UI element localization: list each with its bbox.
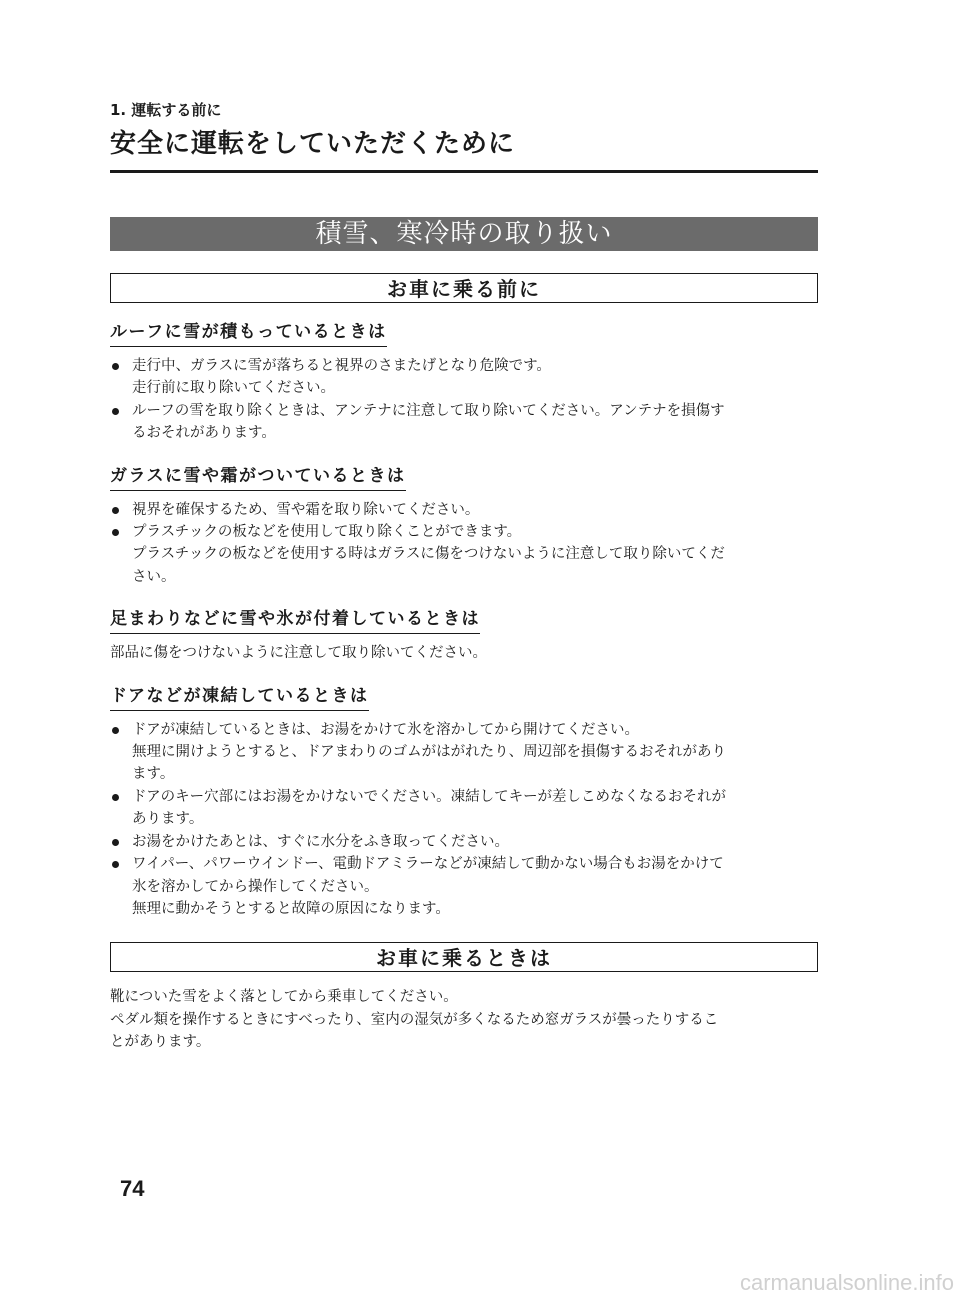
roof-section xyxy=(110,321,818,445)
heading-when-boarding: お車に乗るときは xyxy=(110,942,818,972)
bullet-line: ます。 xyxy=(132,766,175,783)
topic-banner: 積雪、寒冷時の取り扱い xyxy=(110,217,818,251)
section-title: 安全に運転をしていただくために xyxy=(110,126,818,173)
bullet-line: プラスチックの板などを使用して取り除くことができます。 xyxy=(132,524,522,541)
subhead-door: ドアなどが凍結しているときは xyxy=(110,685,369,711)
chapter-label: 1. 運転する前に xyxy=(110,101,222,119)
bullet-icon xyxy=(112,794,119,801)
glass-bullets xyxy=(110,499,818,589)
bullet-line: 無理に開けようとすると、ドアまわりのゴムがはがれたり、周辺部を損傷するおそれがあり xyxy=(132,744,727,761)
text-line: 靴についた雪をよく落としてから乗車してください。 xyxy=(110,989,458,1006)
bullet-line: プラスチックの板などを使用する時はガラスに傷をつけないように注意して取り除いてくだ xyxy=(132,546,725,563)
bullet-item xyxy=(110,786,818,831)
bullet-item xyxy=(110,521,818,588)
bullet-icon xyxy=(112,839,119,846)
bullet-item xyxy=(110,831,818,853)
subhead-underbody: 足まわりなどに雪や氷が付着しているときは xyxy=(110,608,480,634)
bullet-line: 走行前に取り除いてください。 xyxy=(132,380,335,397)
heading-before-boarding: お車に乗る前に xyxy=(110,273,818,303)
subhead-glass: ガラスに雪や霜がついているときは xyxy=(110,465,406,491)
bullet-line: るおそれがあります。 xyxy=(132,425,276,442)
bullet-line: ルーフの雪を取り除くときは、アンテナに注意して取り除いてください。アンテナを損傷す xyxy=(132,402,725,419)
bullet-item xyxy=(110,719,818,786)
bullet-line: 氷を溶かしてから操作してください。 xyxy=(132,878,379,895)
subhead-roof: ルーフに雪が積もっているときは xyxy=(110,321,387,347)
bullet-line: あります。 xyxy=(132,811,204,828)
boarding-text xyxy=(110,986,818,1053)
text-line: とがあります。 xyxy=(110,1034,211,1051)
bullet-line: お湯をかけたあとは、すぐに水分をふき取ってください。 xyxy=(132,833,509,850)
bullet-icon xyxy=(112,507,119,514)
bullet-item xyxy=(110,400,818,445)
bullet-item xyxy=(110,499,818,521)
bullet-line: ドアのキー穴部にはお湯をかけないでください。凍結してキーが差しこめなくなるおそれが xyxy=(132,788,727,805)
bullet-icon xyxy=(112,727,119,734)
bullet-icon xyxy=(112,408,119,415)
bullet-line: ワイパー、パワーウインドー、電動ドアミラーなどが凍結して動かない場合もお湯をかけて xyxy=(132,856,724,873)
bullet-icon xyxy=(112,363,119,370)
bullet-icon xyxy=(112,861,119,868)
bullet-line: 視界を確保するため、雪や霜を取り除いてください。 xyxy=(132,501,480,518)
underbody-section xyxy=(110,608,818,664)
bullet-item xyxy=(110,355,818,400)
roof-bullets xyxy=(110,355,818,445)
bullet-line: 無理に動かそうとすると故障の原因になります。 xyxy=(132,900,450,917)
glass-section xyxy=(110,465,818,589)
bullet-line: 走行中、ガラスに雪が落ちると視界のさまたげとなり危険です。 xyxy=(132,358,551,374)
watermark: carmanualsonline.info xyxy=(739,1270,954,1295)
text-line: ペダル類を操作するときにすべったり、室内の湿気が多くなるため窓ガラスが曇ったりするこ xyxy=(110,1011,719,1028)
bullet-item xyxy=(110,853,818,920)
door-section xyxy=(110,685,818,921)
page-number: 74 xyxy=(120,1176,145,1201)
door-bullets xyxy=(110,719,818,921)
bullet-line: さい。 xyxy=(132,568,176,585)
manual-page xyxy=(110,100,818,1054)
bullet-line: ドアが凍結しているときは、お湯をかけて氷を溶かしてから開けてください。 xyxy=(132,721,640,738)
underbody-text: 部品に傷をつけないように注意して取り除いてください。 xyxy=(110,645,487,662)
bullet-icon xyxy=(112,529,119,536)
